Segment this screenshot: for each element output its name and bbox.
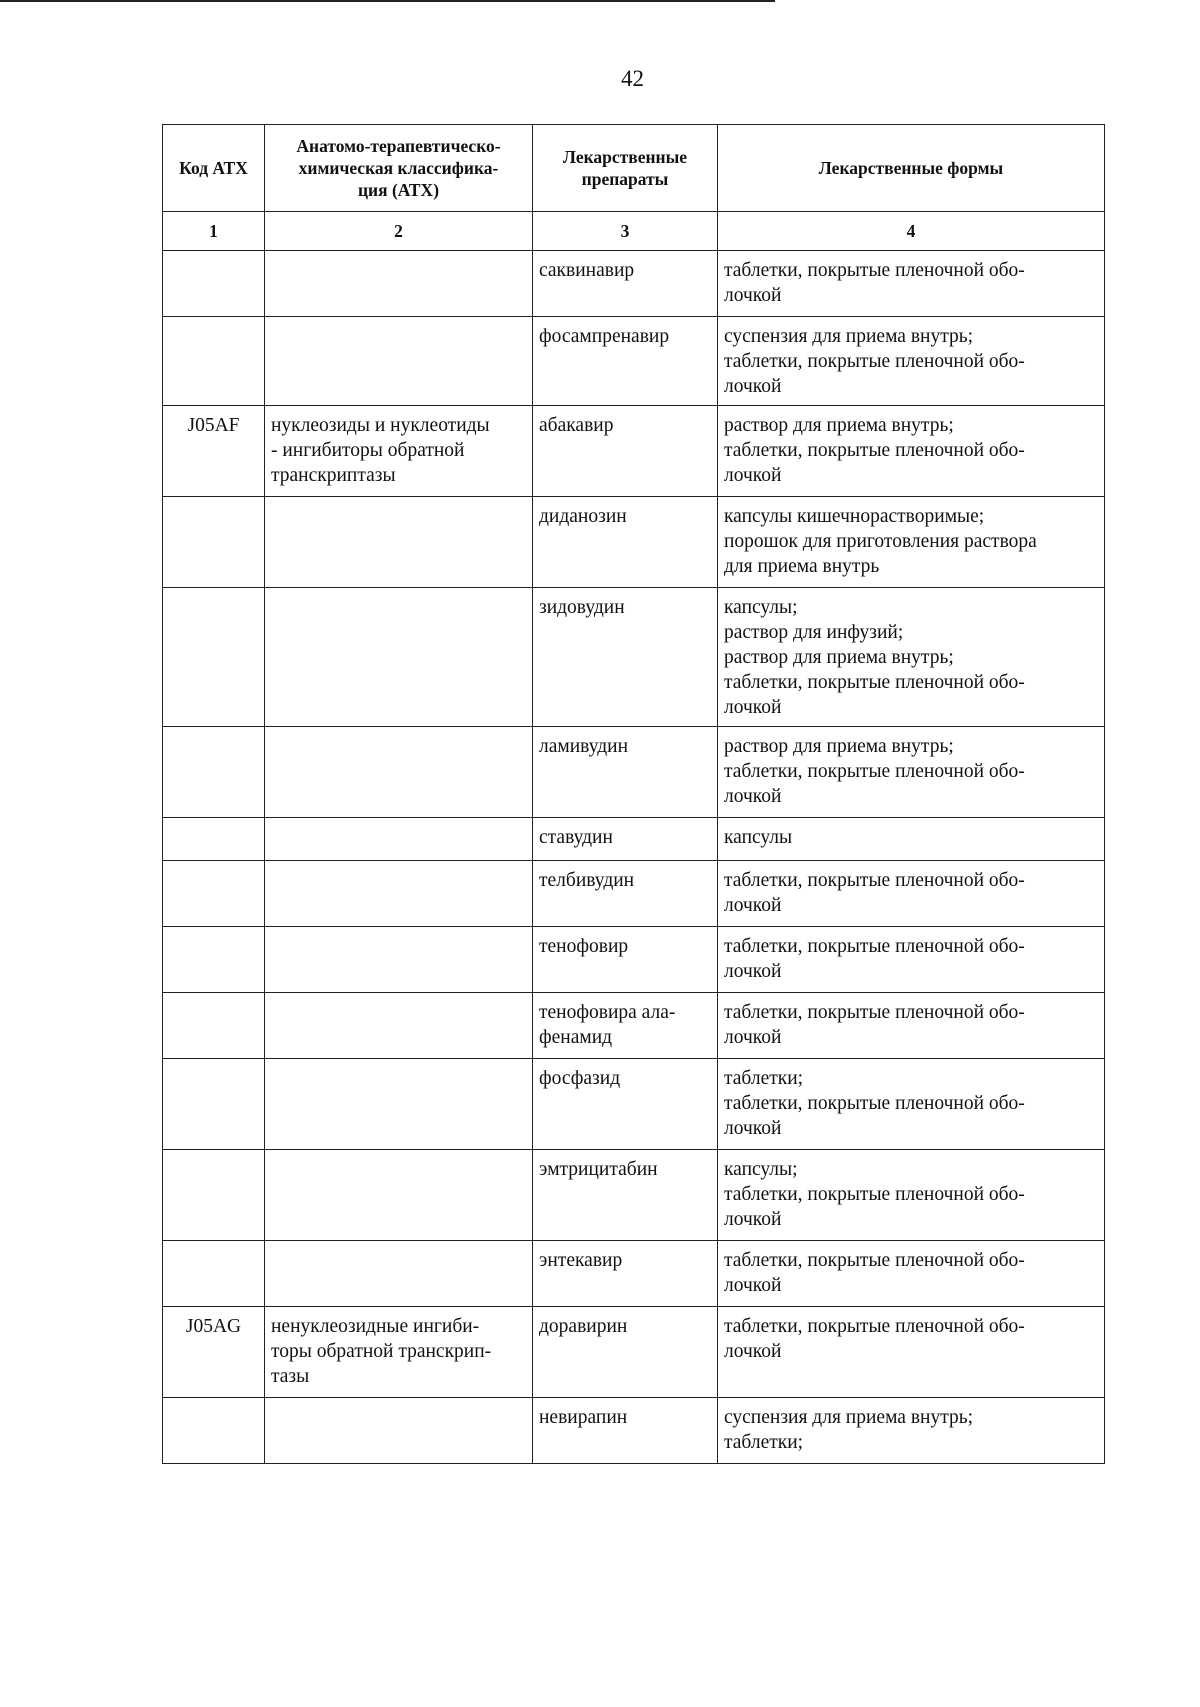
dosage-forms-cell (718, 1241, 1105, 1307)
dosage-form-line: капсулы кишечнорастворимые; (724, 506, 985, 527)
dosage-form-line: раствор для инфузий; (724, 622, 904, 643)
atx-classification-cell (265, 406, 533, 497)
atx-code-cell: J05AG (163, 1307, 265, 1398)
drug-name-line: фосампренавир (539, 326, 670, 347)
drug-name-cell (533, 251, 718, 317)
dosage-form-line: лочкой (724, 786, 782, 807)
drug-name-line: абакавир (539, 415, 614, 436)
table-row (163, 317, 1105, 406)
table-body (163, 251, 1105, 1464)
drug-name-cell (533, 927, 718, 993)
dosage-forms-cell (718, 1150, 1105, 1241)
dosage-forms-cell (718, 317, 1105, 406)
header-row (163, 125, 1105, 212)
dosage-form-line: таблетки, покрытые пленочной обо- (724, 761, 1025, 782)
dosage-form-line: лочкой (724, 1118, 782, 1139)
table-row (163, 251, 1105, 317)
drug-name-line: тенофовир (539, 936, 629, 957)
top-rule (0, 0, 775, 2)
dosage-form-line: лочкой (724, 465, 782, 486)
drug-name-cell (533, 1150, 718, 1241)
table-row (163, 1059, 1105, 1150)
atx-classification-cell (265, 1059, 533, 1150)
atx-classification-cell (265, 497, 533, 588)
atx-classification-line: торы обратной транскрип- (271, 1341, 492, 1362)
table-row (163, 927, 1105, 993)
dosage-form-line: таблетки, покрытые пленочной обо- (724, 1093, 1025, 1114)
table-row (163, 993, 1105, 1059)
drug-name-line: саквинавир (539, 260, 635, 281)
table-row (163, 1241, 1105, 1307)
dosage-form-line: капсулы (724, 827, 793, 848)
dosage-forms-cell (718, 251, 1105, 317)
dosage-forms-cell (718, 727, 1105, 818)
drug-name-line: доравирин (539, 1316, 628, 1337)
header-atx-classification-line: Анатомо-терапевтическо- (296, 136, 501, 156)
dosage-form-line: суспензия для приема внутрь; (724, 1407, 974, 1428)
dosage-forms-cell (718, 497, 1105, 588)
atx-classification-cell (265, 993, 533, 1059)
dosage-form-line: таблетки, покрытые пленочной обо- (724, 1002, 1025, 1023)
dosage-form-line: таблетки, покрытые пленочной обо- (724, 672, 1025, 693)
atx-table (162, 124, 1105, 1464)
atx-classification-cell (265, 927, 533, 993)
table-row (163, 1150, 1105, 1241)
table-row (163, 818, 1105, 861)
table-header (163, 125, 1105, 251)
drug-name-cell (533, 1307, 718, 1398)
atx-classification-line: - ингибиторы обратной (271, 440, 465, 461)
drug-name-line: невирапин (539, 1407, 628, 1428)
drug-name-cell (533, 1059, 718, 1150)
dosage-forms-cell (718, 861, 1105, 927)
dosage-form-line: раствор для приема внутрь; (724, 736, 954, 757)
atx-code-cell (163, 927, 265, 993)
dosage-forms-cell (718, 993, 1105, 1059)
header-atx-classification (265, 125, 533, 212)
drug-name-cell (533, 497, 718, 588)
header-atx-classification-line: химическая классифика- (298, 158, 499, 178)
table-row (163, 1398, 1105, 1464)
atx-code-cell (163, 497, 265, 588)
atx-code-cell (163, 317, 265, 406)
column-number: 3 (533, 212, 718, 251)
atx-classification-cell (265, 861, 533, 927)
drug-name-cell (533, 588, 718, 727)
atx-classification-cell (265, 727, 533, 818)
header-drugs-line: Лекарственные (562, 147, 688, 167)
drug-name-cell (533, 406, 718, 497)
atx-code-cell (163, 251, 265, 317)
atx-classification-line: ненуклеозидные ингиби- (271, 1316, 480, 1337)
dosage-forms-cell (718, 406, 1105, 497)
drug-name-line: зидовудин (539, 597, 625, 618)
page-number: 42 (621, 66, 644, 91)
dosage-forms-cell (718, 1398, 1105, 1464)
dosage-form-line: порошок для приготовления раствора (724, 531, 1037, 552)
table-row (163, 497, 1105, 588)
atx-code-cell (163, 1059, 265, 1150)
dosage-form-line: таблетки; (724, 1432, 804, 1453)
dosage-form-line: таблетки, покрытые пленочной обо- (724, 260, 1025, 281)
dosage-form-line: лочкой (724, 1209, 782, 1230)
atx-code-cell (163, 1241, 265, 1307)
dosage-form-line: раствор для приема внутрь; (724, 647, 954, 668)
atx-code-cell (163, 1398, 265, 1464)
dosage-form-line: лочкой (724, 895, 782, 916)
drug-name-cell (533, 861, 718, 927)
dosage-form-line: лочкой (724, 285, 782, 306)
atx-classification-cell (265, 251, 533, 317)
drug-name-line: энтекавир (539, 1250, 623, 1271)
atx-classification-cell (265, 818, 533, 861)
table-row (163, 861, 1105, 927)
atx-code-cell (163, 727, 265, 818)
atx-classification-cell (265, 317, 533, 406)
dosage-form-line: таблетки, покрытые пленочной обо- (724, 1250, 1025, 1271)
drug-name-line: диданозин (539, 506, 627, 527)
drug-name-cell (533, 818, 718, 861)
dosage-form-line: капсулы; (724, 597, 798, 618)
dosage-forms-cell (718, 1059, 1105, 1150)
atx-classification-cell (265, 1398, 533, 1464)
dosage-form-line: таблетки, покрытые пленочной обо- (724, 351, 1025, 372)
dosage-form-line: таблетки, покрытые пленочной обо- (724, 1184, 1025, 1205)
atx-classification-cell (265, 588, 533, 727)
atx-code-cell: J05AF (163, 406, 265, 497)
drug-name-cell (533, 1398, 718, 1464)
header-drugs (533, 125, 718, 212)
dosage-form-line: таблетки, покрытые пленочной обо- (724, 936, 1025, 957)
column-number: 2 (265, 212, 533, 251)
dosage-form-line: суспензия для приема внутрь; (724, 326, 974, 347)
dosage-form-line: лочкой (724, 1275, 782, 1296)
dosage-form-line: лочкой (724, 1027, 782, 1048)
drug-name-cell (533, 727, 718, 818)
dosage-forms-cell (718, 588, 1105, 727)
atx-classification-cell (265, 1150, 533, 1241)
drug-name-line: фенамид (539, 1027, 613, 1048)
header-atx-classification-line: ция (АТХ) (357, 180, 440, 200)
table-row (163, 406, 1105, 497)
dosage-form-line: таблетки; (724, 1068, 804, 1089)
drug-name-line: эмтрицитабин (539, 1159, 658, 1180)
atx-code-cell (163, 818, 265, 861)
dosage-form-line: капсулы; (724, 1159, 798, 1180)
dosage-form-line: таблетки, покрытые пленочной обо- (724, 440, 1025, 461)
column-number: 4 (718, 212, 1105, 251)
header-drugs-line: препараты (581, 169, 669, 189)
drug-name-line: тенофовира ала- (539, 1002, 676, 1023)
drug-name-cell (533, 993, 718, 1059)
dosage-form-line: для приема внутрь (724, 556, 880, 577)
dosage-forms-cell (718, 927, 1105, 993)
atx-classification-cell (265, 1241, 533, 1307)
atx-code-cell (163, 588, 265, 727)
dosage-forms-cell (718, 818, 1105, 861)
header-atx-code: Код АТХ (163, 125, 265, 212)
drug-name-cell (533, 317, 718, 406)
dosage-forms-cell (718, 1307, 1105, 1398)
dosage-form-line: лочкой (724, 1341, 782, 1362)
column-number-row (163, 212, 1105, 251)
dosage-form-line: таблетки, покрытые пленочной обо- (724, 1316, 1025, 1337)
atx-classification-line: транскриптазы (271, 465, 396, 486)
table-row (163, 1307, 1105, 1398)
dosage-form-line: раствор для приема внутрь; (724, 415, 954, 436)
atx-classification-line: нуклеозиды и нуклеотиды (271, 415, 490, 436)
atx-code-cell (163, 1150, 265, 1241)
header-dosage-forms: Лекарственные формы (718, 125, 1105, 212)
atx-code-cell (163, 861, 265, 927)
drug-name-line: ставудин (539, 827, 613, 848)
drug-name-line: телбивудин (539, 870, 635, 891)
atx-classification-cell (265, 1307, 533, 1398)
dosage-form-line: таблетки, покрытые пленочной обо- (724, 870, 1025, 891)
atx-classification-line: тазы (271, 1366, 310, 1387)
drug-name-line: фосфазид (539, 1068, 621, 1089)
column-number: 1 (163, 212, 265, 251)
dosage-form-line: лочкой (724, 376, 782, 397)
atx-code-cell (163, 993, 265, 1059)
drug-name-line: ламивудин (539, 736, 629, 757)
table-row (163, 588, 1105, 727)
table-row (163, 727, 1105, 818)
dosage-form-line: лочкой (724, 961, 782, 982)
drug-name-cell (533, 1241, 718, 1307)
dosage-form-line: лочкой (724, 697, 782, 718)
